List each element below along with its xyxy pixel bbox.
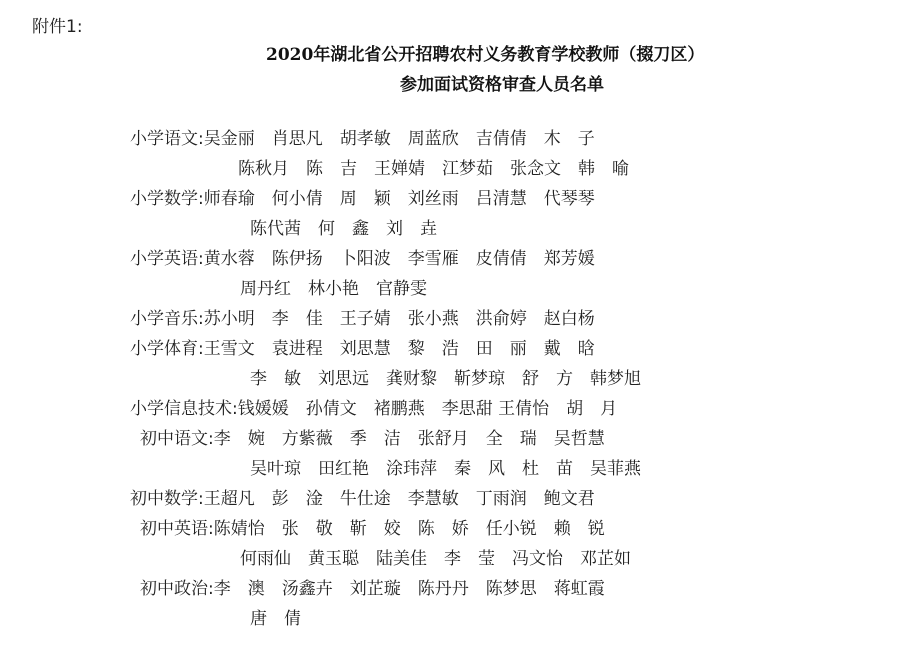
list-item [250, 214, 437, 244]
candidate-names: 王超凡 彭 淦 牛仕途 李慧敏 丁雨润 鲍文君 [203, 489, 595, 509]
candidate-names: 师春瑜 何小倩 周 颖 刘丝雨 吕清慧 代琴琴 [203, 189, 595, 209]
candidate-names: 李 澳 汤鑫卉 刘芷璇 陈丹丹 陈梦思 蒋虹霞 [213, 579, 605, 599]
list-item [250, 364, 641, 394]
list-item [238, 154, 629, 184]
document-title: 2020年湖北省公开招聘农村义务教育学校教师（掇刀区） [266, 45, 705, 65]
list-item [130, 334, 595, 364]
subject-label: 初中数学: [130, 489, 204, 509]
candidate-names: 陈秋月 陈 吉 王婵婧 江梦茹 张念文 韩 喻 [238, 159, 629, 179]
list-item [250, 604, 301, 634]
candidate-names: 李 敏 刘思远 龚财黎 靳梦琼 舒 方 韩梦旭 [250, 369, 641, 389]
candidate-names: 钱媛媛 孙倩文 褚鹏燕 李思甜 王倩怡 胡 月 [237, 399, 618, 419]
subject-label: 小学语文: [130, 129, 204, 149]
candidate-names: 周丹红 林小艳 官静雯 [240, 279, 427, 299]
candidate-names: 吴叶琼 田红艳 涂玮萍 秦 风 杜 苗 吴菲燕 [250, 459, 641, 479]
subject-label: 小学体育: [130, 339, 204, 359]
list-item [240, 544, 631, 574]
list-item [250, 454, 641, 484]
candidate-names: 苏小明 李 佳 王子婧 张小燕 洪俞婷 赵白杨 [203, 309, 595, 329]
list-item [130, 124, 595, 154]
list-item [130, 304, 595, 334]
candidate-names: 何雨仙 黄玉聪 陆美佳 李 莹 冯文怡 邓芷如 [240, 549, 631, 569]
subject-label: 小学音乐: [130, 309, 204, 329]
candidate-names: 吴金丽 肖思凡 胡孝敏 周蓝欣 吉倩倩 木 子 [203, 129, 595, 149]
list-item [130, 484, 595, 514]
document-subtitle: 参加面试资格审查人员名单 [400, 75, 604, 95]
list-item [140, 514, 605, 544]
subject-label: 小学英语: [130, 249, 204, 269]
candidate-names: 黄水蓉 陈伊扬 卜阳波 李雪雁 皮倩倩 郑芳媛 [203, 249, 595, 269]
list-item [240, 274, 427, 304]
list-item [140, 424, 605, 454]
candidate-names: 李 婉 方紫薇 季 洁 张舒月 全 瑞 吴哲慧 [213, 429, 605, 449]
list-item [130, 244, 595, 274]
subject-label: 初中政治: [140, 579, 214, 599]
subject-label: 初中英语: [140, 519, 214, 539]
subject-label: 小学数学: [130, 189, 204, 209]
candidate-names: 陈代茜 何 鑫 刘 垚 [250, 219, 437, 239]
candidate-names: 王雪文 袁进程 刘思慧 黎 浩 田 丽 戴 晗 [203, 339, 595, 359]
list-item [140, 574, 605, 604]
attachment-label: 附件1: [32, 17, 83, 37]
subject-label: 初中语文: [140, 429, 214, 449]
subject-label: 小学信息技术: [130, 399, 238, 419]
candidate-names: 陈婧怡 张 敬 靳 姣 陈 娇 任小锐 赖 锐 [213, 519, 605, 539]
list-item [130, 184, 595, 214]
candidate-names: 唐 倩 [250, 609, 301, 629]
list-item [130, 394, 617, 424]
